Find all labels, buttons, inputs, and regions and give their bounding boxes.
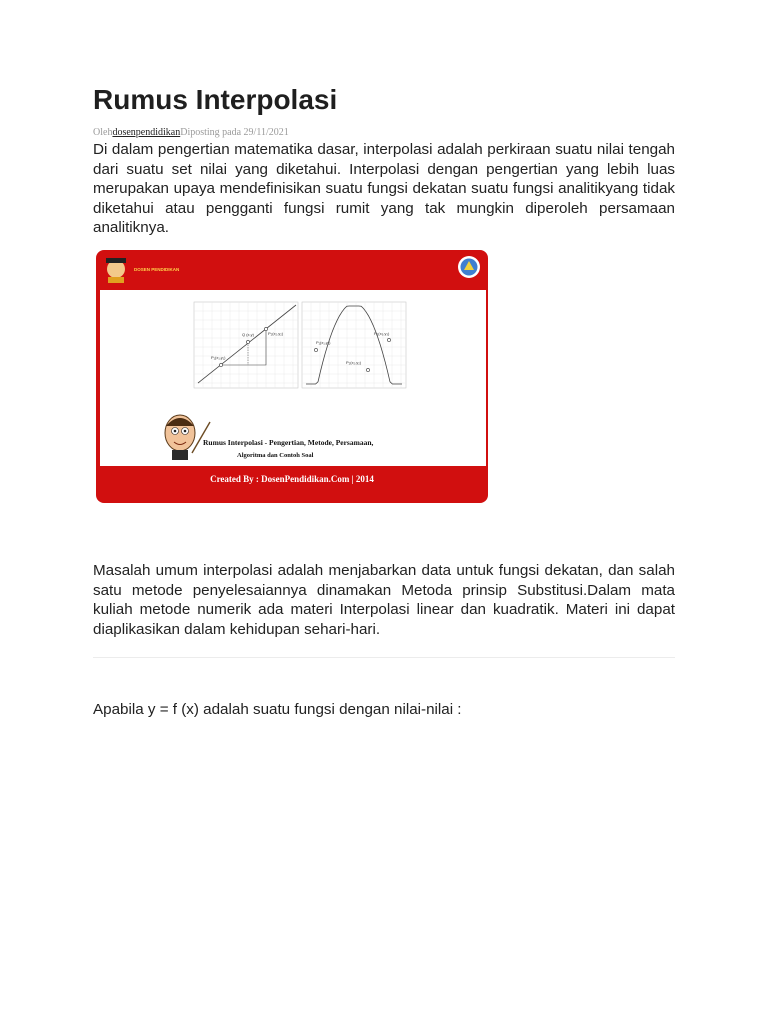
- banner-caption-line2: Algoritma dan Contoh Soal: [237, 452, 314, 459]
- site-logo: [106, 258, 179, 283]
- graph-linear-interpolation: [194, 302, 298, 388]
- point-label: Q (x,y): [242, 332, 254, 337]
- point-label: P₁(x₁,y₁): [211, 355, 226, 360]
- graph-quadratic-interpolation: [302, 302, 406, 388]
- byline-prefix: Oleh: [93, 127, 113, 138]
- section-divider: [93, 657, 675, 658]
- paragraph-function: Apabila y = f (x) adalah suatu fungsi dengan nilai-nilai :: [93, 701, 462, 718]
- article-banner-image: [96, 250, 488, 503]
- paragraph-problem: Masalah umum interpolasi adalah menjabarkan data untuk fungsi dekatan, dan salah satu metode penyelesaiannya dinamakan Metoda prinsip Substitusi.Dalam mata kuliah metode numerik ada materi Interpolasi linear dan kuadratik. Materi ini dapat diaplikasikan dalam kehidupan sehari-hari.: [93, 562, 675, 638]
- point-label: P₃(x₃,y₃): [374, 331, 390, 336]
- logo-text: DOSEN PENDIDIKAN: [134, 267, 180, 272]
- post-date: Diposting pada 29/11/2021: [180, 127, 289, 138]
- article-title: Rumus Interpolasi: [93, 84, 338, 115]
- point-label: P₁(x₁,y₁): [316, 340, 331, 345]
- paragraph-intro: Di dalam pengertian matematika dasar, interpolasi adalah perkiraan suatu nilai tengah dari suatu set nilai yang diketahui. Interpolasi dengan pengertian yang lebih luas merupakan upaya mendefinisikan suatu fungsi dekatan suatu fungsi analitikyang tidak diketahui atau pengganti fungsi rumit yang tak mungkin diperoleh persamaan analitiknya.: [93, 141, 675, 236]
- ministry-emblem-icon: [458, 256, 480, 278]
- point-label: P₂(x₂,y₂): [346, 360, 362, 365]
- banner-graphic: [96, 250, 488, 503]
- point-label: P₂(x₂,y₂): [268, 331, 284, 336]
- article-byline: [93, 127, 289, 138]
- banner-footer: Created By : DosenPendidikan.Com | 2014: [210, 474, 374, 484]
- banner-caption-line1: Rumus Interpolasi - Pengertian, Metode, Persamaan,: [203, 438, 374, 447]
- author-link[interactable]: dosenpendidikan: [112, 127, 181, 138]
